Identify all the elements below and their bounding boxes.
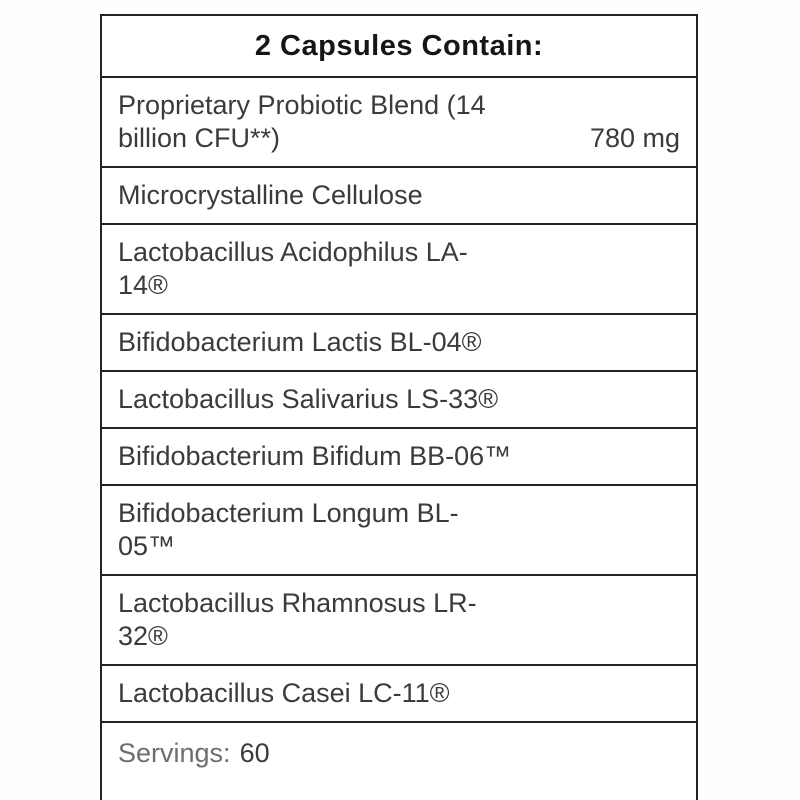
ingredient-name-line: 14® [118,270,168,300]
ingredient-row-lactobacillus-salivarius [102,370,696,427]
ingredient-name-line: Bifidobacterium Lactis BL-04® [118,327,482,357]
ingredient-name [118,89,578,155]
ingredient-name [118,383,680,416]
ingredient-name-line: 05™ [118,531,176,561]
ingredient-name [118,236,680,302]
ingredient-row-lactobacillus-acidophilus [102,223,696,313]
ingredient-row-microcrystalline-cellulose [102,166,696,223]
ingredient-name-line: Proprietary Probiotic Blend (14 [118,90,486,120]
ingredient-name-line: Lactobacillus Casei LC-11® [118,678,450,708]
ingredient-name-line: billion CFU**) [118,123,281,153]
ingredient-row-bifidobacterium-lactis [102,313,696,370]
ingredient-name-line: Lactobacillus Acidophilus LA- [118,237,468,267]
ingredient-name-line: Bifidobacterium Longum BL- [118,498,459,528]
ingredient-amount: 780 mg [589,123,680,153]
ingredient-name [118,179,680,212]
ingredient-row-bifidobacterium-longum [102,484,696,574]
ingredient-name [118,677,680,710]
ingredient-name [118,587,680,653]
table-header-row [102,16,696,76]
ingredient-name [118,440,680,473]
ingredient-name-line: Microcrystalline Cellulose [118,180,423,210]
ingredient-row-lactobacillus-rhamnosus [102,574,696,664]
ingredient-name-line: Lactobacillus Salivarius LS-33® [118,384,499,414]
ingredient-name-line: Bifidobacterium Bifidum BB-06™ [118,441,512,471]
ingredient-name [118,326,680,359]
servings-row [102,721,696,800]
ingredient-name [118,497,680,563]
servings-text [118,737,680,770]
ingredient-row-bifidobacterium-bifidum [102,427,696,484]
ingredient-row-proprietary-blend [102,76,696,166]
ingredient-name-line: 32® [118,621,168,651]
ingredient-row-lactobacillus-casei [102,664,696,721]
servings-value: 60 [239,738,270,768]
ingredient-name-line: Lactobacillus Rhamnosus LR- [118,588,477,618]
table-header-title: 2 Capsules Contain: [254,30,544,62]
supplement-facts-table [100,14,698,800]
servings-label: Servings: [118,738,231,768]
